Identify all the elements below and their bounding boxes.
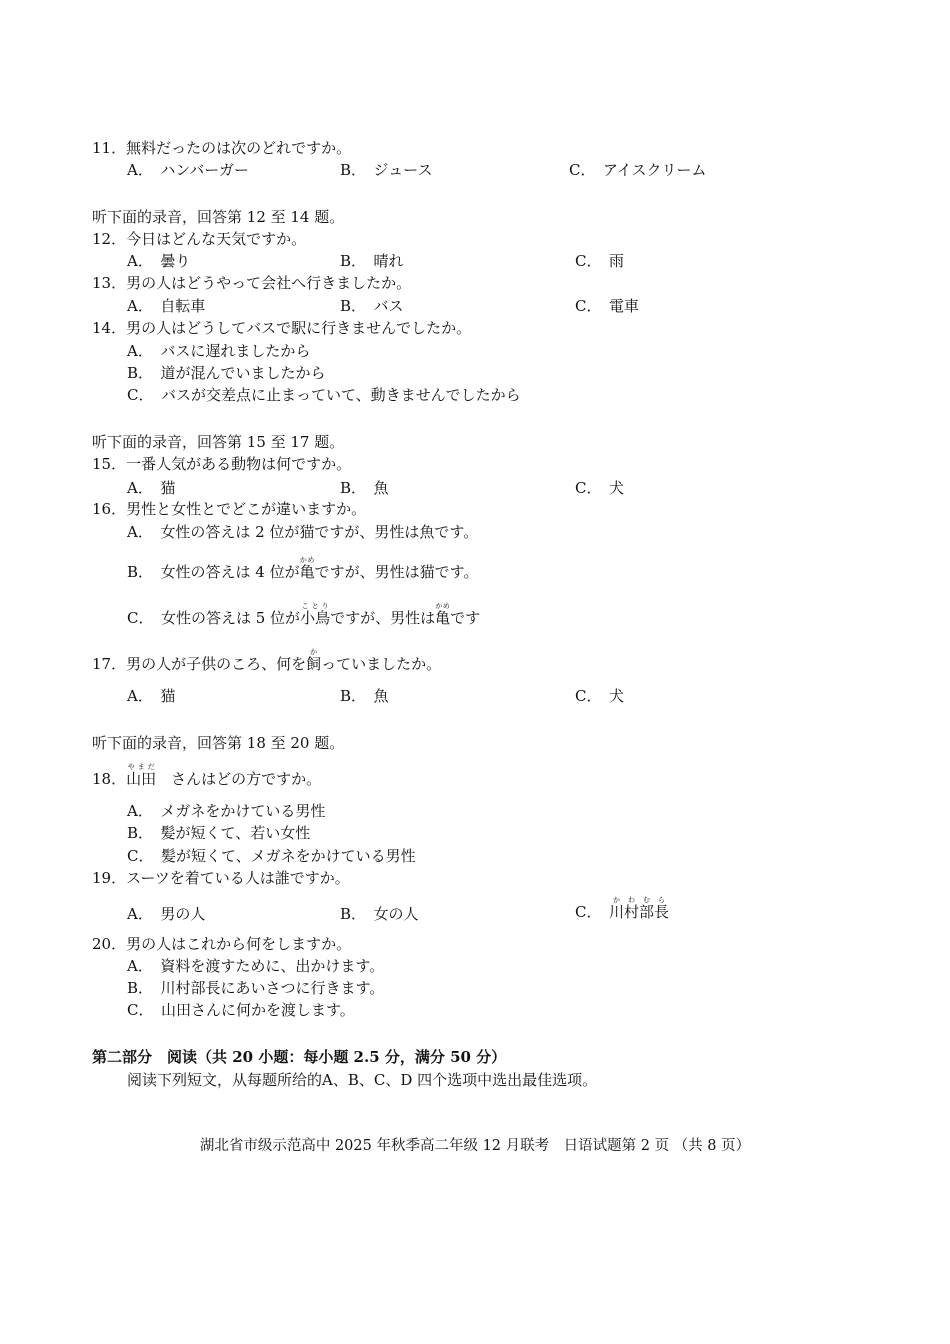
q16-option-a: A． 女性の答えは 2 位が猫ですが、男性は魚です。	[127, 523, 479, 541]
q12-option-a: A． 曇り	[127, 252, 191, 270]
q19-option-a: A． 男の人	[127, 905, 206, 923]
q11-option-b: B． ジュース	[340, 161, 433, 179]
q20-option-b: B． 川村部長にあいさつに行きます。	[127, 979, 385, 997]
q20-option-c: C． 山田さんに何かを渡します。	[127, 1001, 355, 1019]
section-instruction-12-14: 听下面的录音，回答第 12 至 14 题。	[92, 208, 345, 226]
q16-option-b: B． 女性の答えは 4 位が亀かめですが、男性は猫です。	[127, 556, 479, 581]
q11-option-a: A． ハンバーガー	[127, 161, 249, 179]
q18-option-a: A． メガネをかけている男性	[127, 802, 326, 820]
q20-option-a: A． 資料を渡すために、出かけます。	[127, 957, 385, 975]
q14-option-b: B． 道が混んでいましたから	[127, 364, 326, 382]
q15-question: 15．一番人気がある動物は何ですか。	[92, 455, 352, 473]
q20-question: 20．男の人はこれから何をしますか。	[92, 935, 352, 953]
q13-option-b: B． バス	[340, 297, 404, 315]
q11-question: 11．無料だったのは次のどれですか。	[92, 139, 352, 157]
q18-question: 18．山田やまだ さんはどの方ですか。	[92, 763, 322, 788]
q19-option-b: B． 女の人	[340, 905, 419, 923]
q12-option-b: B． 晴れ	[340, 252, 404, 270]
q12-option-c: C． 雨	[575, 252, 624, 270]
section-instruction-18-20: 听下面的录音，回答第 18 至 20 题。	[92, 734, 345, 752]
q15-option-c: C． 犬	[575, 479, 624, 497]
q15-option-a: A． 猫	[127, 479, 176, 497]
q17-option-c: C． 犬	[575, 687, 624, 705]
q17-option-b: B． 魚	[340, 687, 389, 705]
q18-option-c: C． 髪が短くて、メガネをかけている男性	[127, 847, 416, 865]
part2-instruction: 阅读下列短文，从每题所给的A、B、C、D 四个选项中选出最佳选项。	[127, 1071, 598, 1089]
q19-question: 19．スーツを着ている人は誰ですか。	[92, 869, 350, 887]
q16-question: 16．男性と女性とでどこが違いますか。	[92, 500, 367, 518]
q15-option-b: B． 魚	[340, 479, 389, 497]
q13-option-a: A． 自転車	[127, 297, 206, 315]
q14-option-a: A． バスに遅れましたから	[127, 342, 311, 360]
q16-option-c: C． 女性の答えは 5 位が小鳥ことりですが、男性は亀かめです	[127, 602, 481, 627]
q13-question: 13．男の人はどうやって会社へ行きましたか。	[92, 274, 412, 292]
page-footer: 湖北省市级示范高中 2025 年秋季高二年级 12 月联考 日语试题第 2 页 （共 8 页）	[199, 1138, 751, 1154]
q12-question: 12．今日はどんな天気ですか。	[92, 230, 307, 248]
q11-option-c: C． アイスクリーム	[569, 161, 707, 179]
q13-option-c: C． 電車	[575, 297, 639, 315]
q17-option-a: A． 猫	[127, 687, 176, 705]
q17-question: 17．男の人が子供のころ、何を飼かっていましたか。	[92, 648, 442, 673]
q19-option-c: C． 川村部長かわむら	[575, 896, 669, 921]
q14-question: 14．男の人はどうしてバスで駅に行きませんでしたか。	[92, 319, 472, 337]
section-instruction-15-17: 听下面的录音，回答第 15 至 17 题。	[92, 433, 345, 451]
q14-option-c: C． バスが交差点に止まっていて、動きませんでしたから	[127, 386, 521, 404]
q18-option-b: B． 髪が短くて、若い女性	[127, 824, 311, 842]
part2-heading: 第二部分 阅读（共 20 小题：每小题 2.5 分，满分 50 分）	[92, 1048, 507, 1066]
